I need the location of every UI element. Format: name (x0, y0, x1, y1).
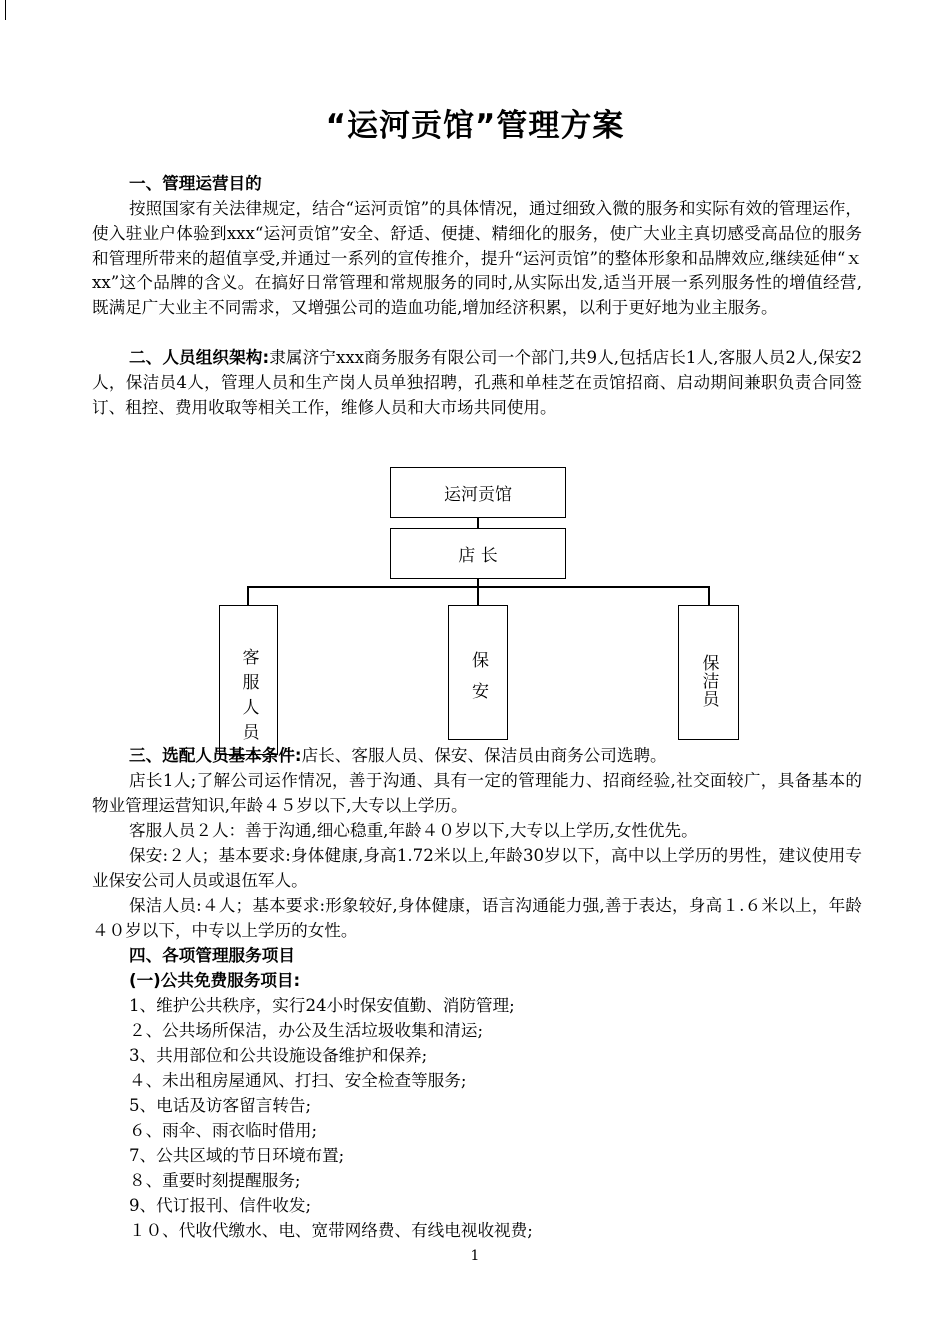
org-connector (708, 586, 710, 606)
org-child-label: 客服人员 (238, 648, 259, 748)
org-child-label: 保安 (468, 651, 488, 713)
section1-body: 按照国家有关法律规定，结合“运河贡馆”的具体情况，通过细致入微的服务和实际有效的管理运作，使入驻业户体验到xxx“运河贡馆”安全、舒适、便捷、精细化的服务，使广大业主真切感受高品位的服务和管理所带来的超值享受,并通过一系列的宣传推介，提升“运河贡馆”的整体形象和品牌效应,继续延伸“ｘ xx”这个品牌的含义。在搞好日常管理和常规服务的同时,从实际出发,适当开展一系列服务性的增值经营,既满足广大业主不同需求，又增强公司的造血功能,增加经济积累，以利于更好地为业主服务。 (92, 199, 862, 318)
org-connector (477, 578, 479, 587)
org-child-box (219, 605, 278, 755)
section4-heading: 四、各项管理服务项目 (129, 946, 295, 965)
section3-item: 店长1人;了解公司运作情况，善于沟通、具有一定的管理能力、招商经验,社交面较广，具备基本的物业管理运营知识,年龄４５岁以下,大专以上学历。 (92, 771, 862, 815)
service-item: 7、公共区域的节日环境布置; (129, 1146, 345, 1165)
service-item: ８、重要时刻提醒服务; (129, 1171, 301, 1190)
org-branch-line (247, 586, 709, 588)
org-child-box (448, 605, 508, 740)
section3-item: 保洁人员:４人；基本要求:形象较好,身体健康，语言沟通能力强,善于表达，身高１.６米以上，年龄４０岁以下，中专以上学历的女性。 (92, 896, 862, 940)
org-child-box (678, 605, 739, 740)
service-item: 9、代订报刊、信件收发; (129, 1196, 312, 1215)
section1-heading: 一、管理运营目的 (129, 174, 262, 193)
service-item: ２、公共场所保洁，办公及生活垃圾收集和清运; (129, 1021, 484, 1040)
org-connector (247, 586, 249, 606)
section4-subheading: (一)公共免费服务项目: (129, 971, 301, 990)
org-connector (477, 517, 479, 530)
org-connector (477, 586, 479, 606)
text-cursor (5, 0, 6, 20)
section3-item: 保安:２人；基本要求:身体健康,身高1.72米以上,年龄30岁以下，高中以上学历的男性，建议使用专业保安公司人员或退伍军人。 (92, 846, 862, 890)
section2-body: 隶属济宁xxx商务服务有限公司一个部门,共9人,包括店长1人,客服人员2人,保安2人，保洁员4人，管理人员和生产岗人员单独招聘，孔燕和单桂芝在贡馆招商、启动期间兼职负责合同签订、租控、费用收取等相关工作，维修人员和大市场共同使用。 (92, 348, 862, 417)
section2-paragraph (92, 346, 862, 420)
service-item: ６、雨伞、雨衣临时借用; (129, 1121, 318, 1140)
service-item: １０、代收代缴水、电、宽带网络费、有线电视收视费; (129, 1221, 533, 1240)
section3-intro: 店长、客服人员、保安、保洁员由商务公司选聘。 (301, 746, 667, 765)
service-item: 3、共用部位和公共设施设备维护和保养; (129, 1046, 428, 1065)
org-manager-box (390, 528, 566, 579)
service-item: 1、维护公共秩序，实行24小时保安值勤、消防管理; (129, 996, 515, 1015)
section3-item: 客服人员２人：善于沟通,细心稳重,年龄４０岁以下,大专以上学历,女性优先。 (129, 821, 698, 840)
section3-line (129, 744, 667, 769)
org-root-label: 运河贡馆 (444, 485, 512, 505)
org-manager-label: 店 长 (458, 546, 498, 566)
service-item: 5、电话及访客留言转告; (129, 1096, 312, 1115)
document-title: “运河贡馆”管理方案 (325, 108, 625, 144)
section3-heading: 三、选配人员基本条件: (129, 746, 302, 765)
org-child-label: 保洁员 (698, 654, 719, 708)
service-item: ４、未出租房屋通风、打扫、安全检查等服务; (129, 1071, 467, 1090)
section2-heading: 二、人员组织架构: (129, 348, 270, 367)
org-root-box (390, 467, 566, 518)
page-number: 1 (470, 1248, 480, 1264)
